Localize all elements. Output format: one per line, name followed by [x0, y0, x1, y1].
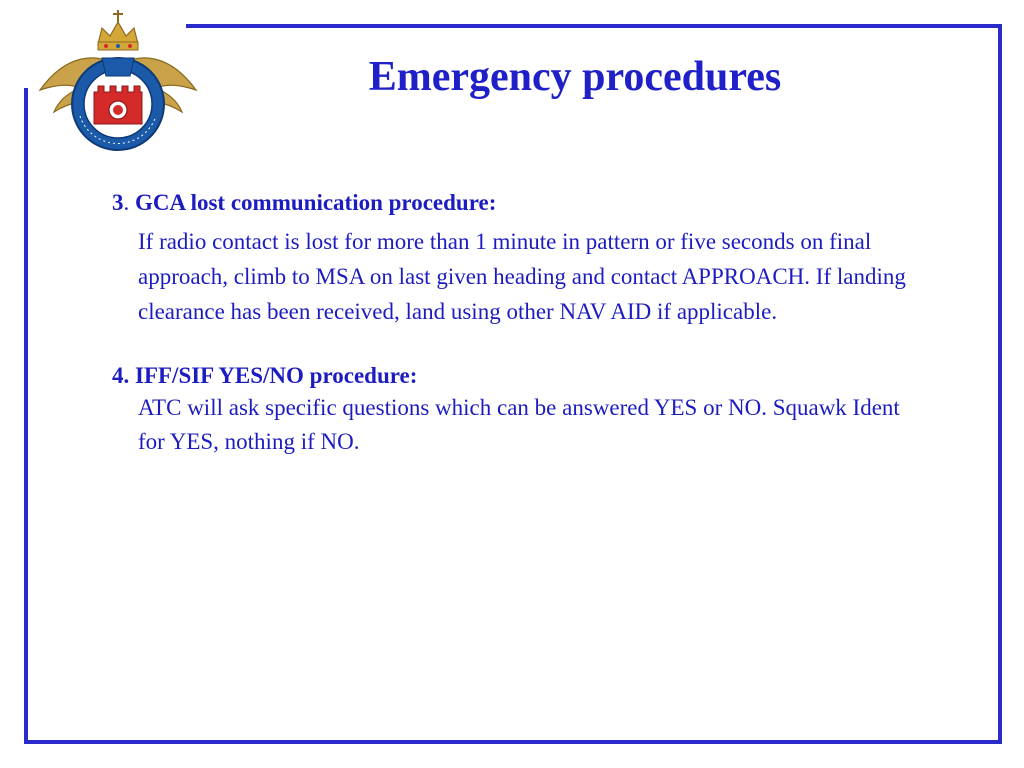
section-gca-lost-comm — [112, 188, 952, 329]
section-iff-sif — [112, 361, 952, 459]
section-heading-text: GCA lost communication procedure: — [135, 190, 497, 215]
section-number: 3 — [112, 190, 124, 215]
slide-title: Emergency procedures — [368, 54, 782, 100]
ftk-emblem-icon — [36, 4, 200, 164]
section-body: ATC will ask specific questions which can be answered YES or NO. Squawk Ident for YES, nothing if NO. — [138, 395, 900, 454]
frame-left-border — [24, 88, 28, 744]
frame-right-border — [998, 24, 1002, 744]
slide-content — [112, 188, 952, 459]
frame-bottom-border — [24, 740, 1002, 744]
section-number-separator: . — [123, 190, 130, 215]
section-body: If radio contact is lost for more than 1 minute in pattern or five seconds on final approach, climb to MSA on last given heading and contact APPROACH. If landing clearance has been received, land using other NAV AID if applicable. — [138, 229, 906, 324]
section-heading: 4. IFF/SIF YES/NO procedure: — [112, 363, 418, 388]
section-heading — [112, 188, 952, 218]
frame-top-border — [186, 24, 1002, 28]
